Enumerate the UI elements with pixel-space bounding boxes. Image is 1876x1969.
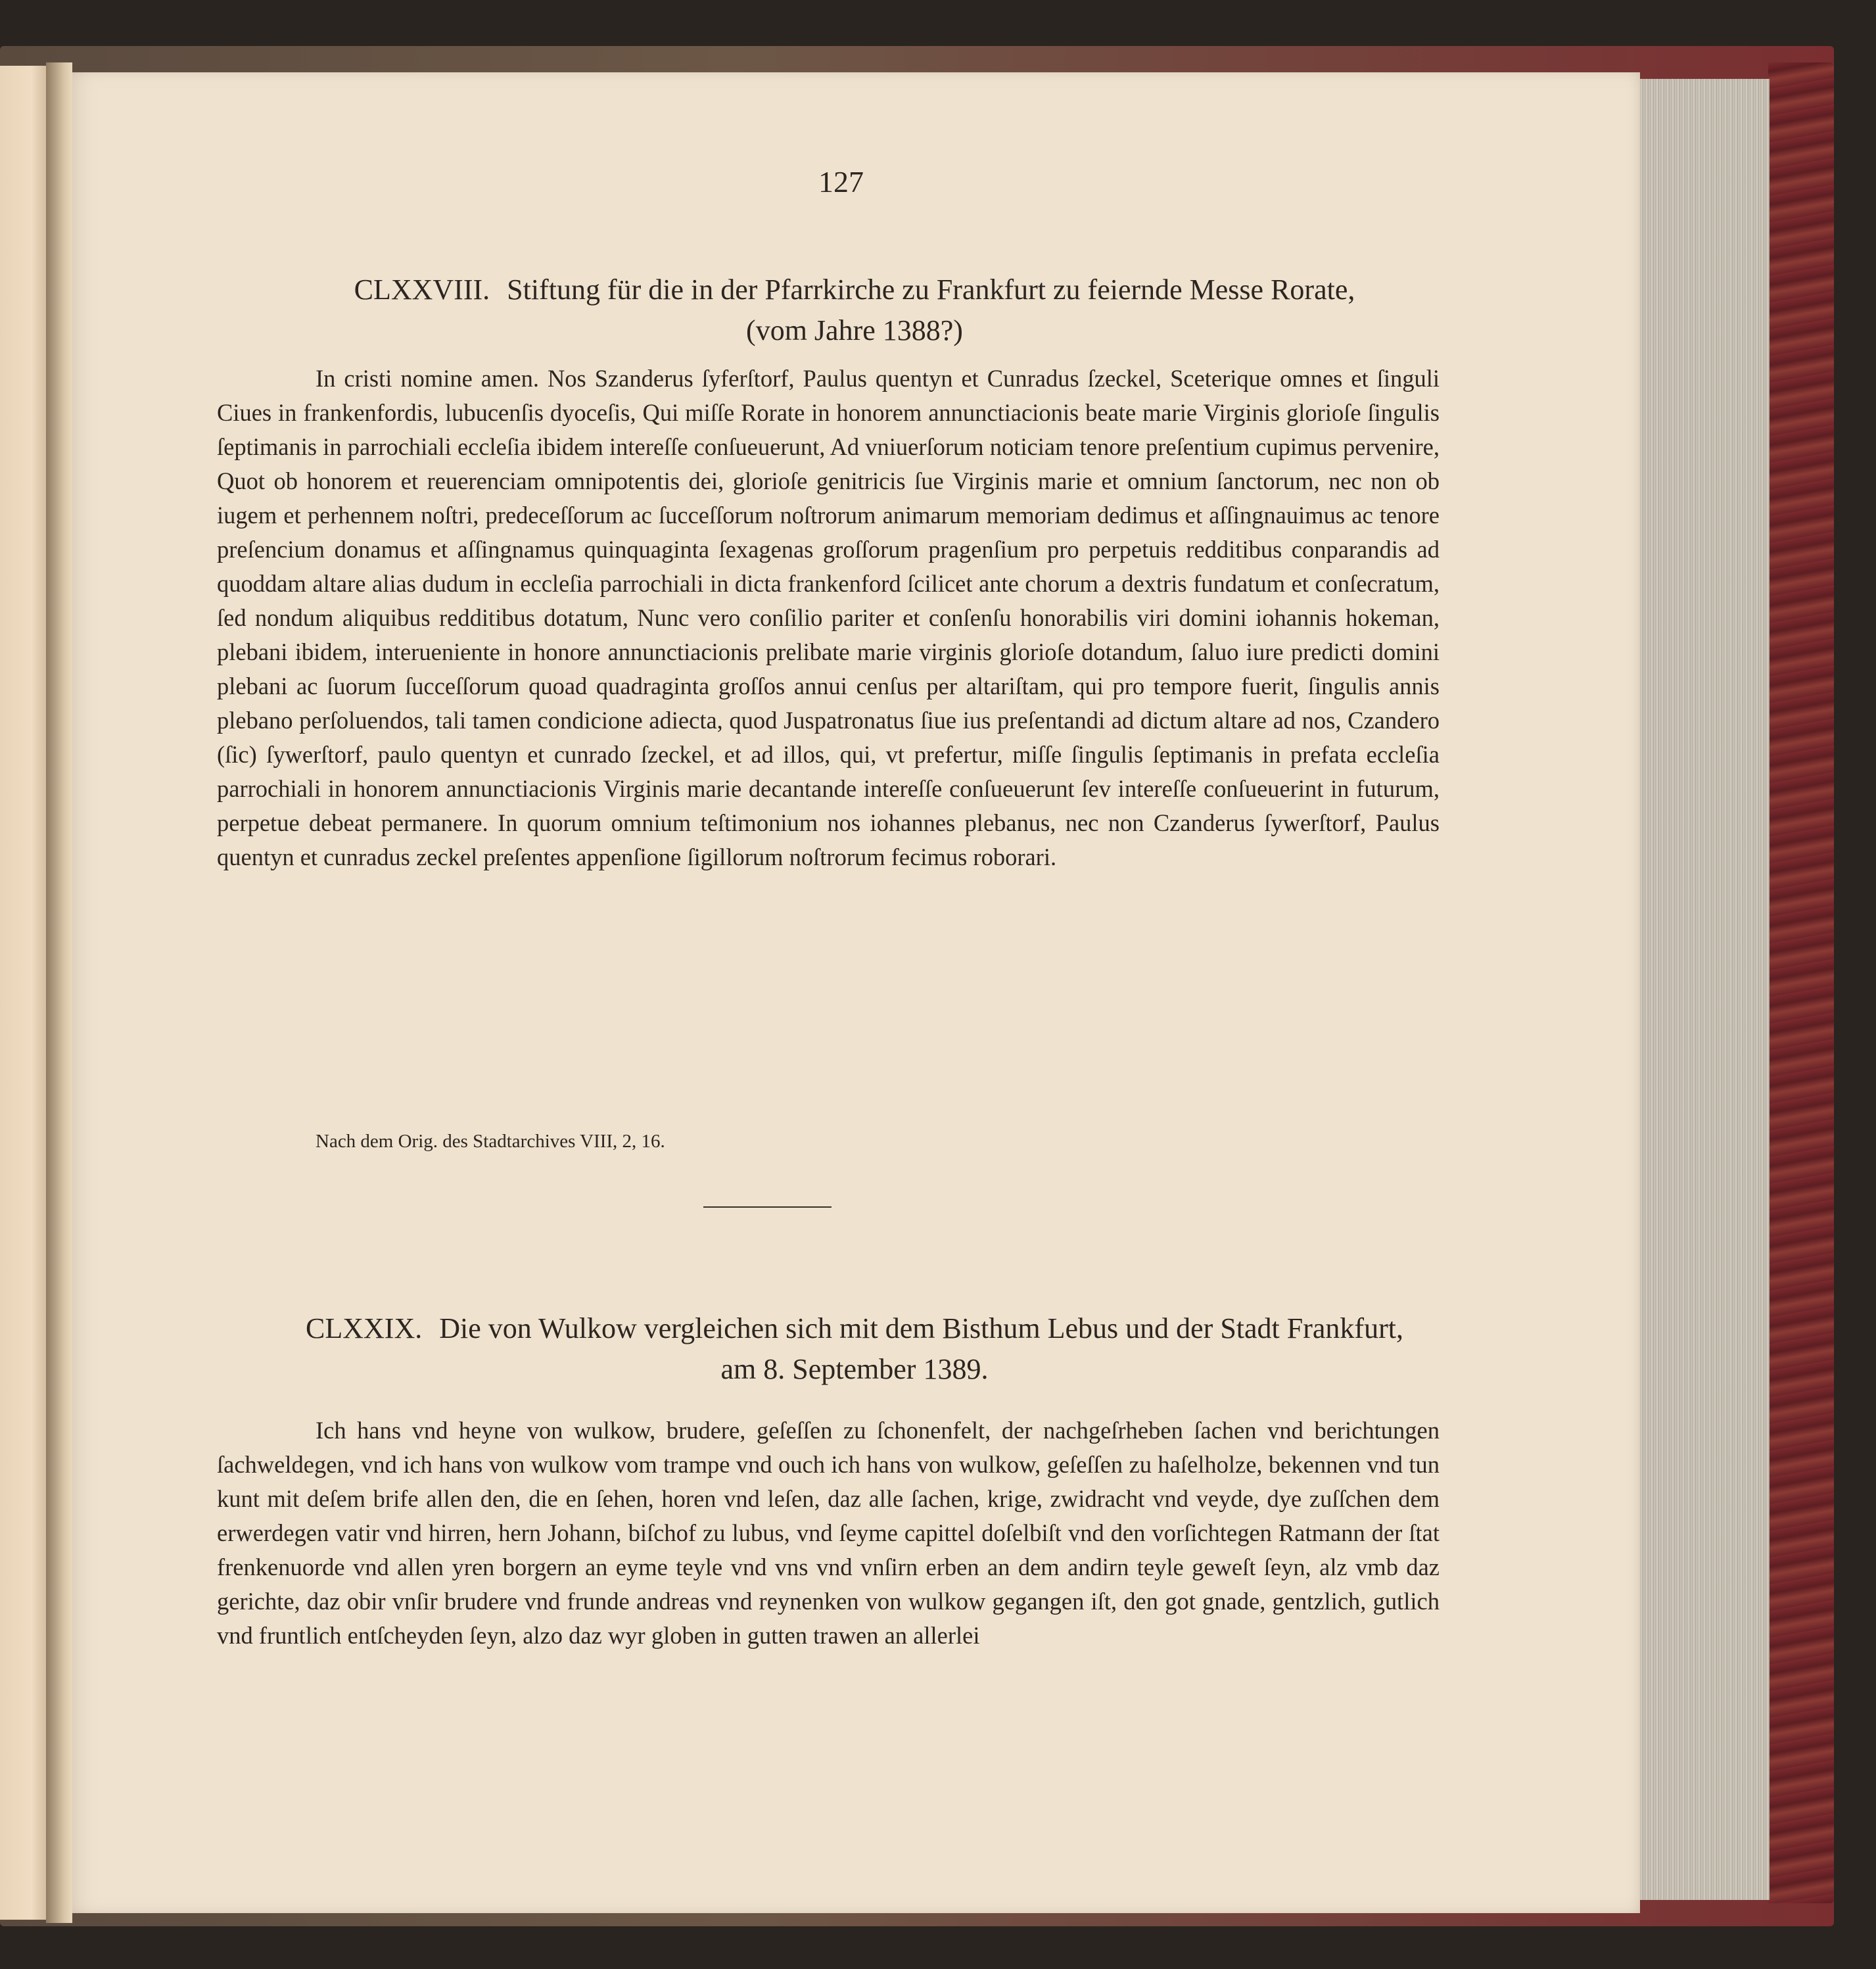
book-gutter xyxy=(46,62,72,1923)
right-page xyxy=(62,72,1640,1913)
document-heading-178 xyxy=(214,270,1495,351)
document-heading-179 xyxy=(214,1308,1495,1390)
document-title: Die von Wulkow vergleichen sich mit dem Bisthum Lebus und der Stadt Frankfurt, xyxy=(439,1312,1403,1344)
left-facing-page xyxy=(0,66,53,1920)
document-body-179 xyxy=(217,1413,1440,1653)
page-number: 127 xyxy=(818,165,864,199)
body-paragraph: In cristi nomine amen. Nos Szanderus ſyferſtorf, Paulus quentyn et Cunradus ſzeckel, Sceterique omnes et ſinguli Ciues in frankenfordis, lubucenſis dyoceſis, Qui miſſe Rorate in honorem annunctiacionis beate marie Virginis glorioſe ſingulis ſeptimanis in parrochiali eccleſia ibidem intereſſe conſueuerunt, Ad vniuerſorum noticiam tenore preſentium cupimus pervenire, Quot ob honorem et reuerenciam omnipotentis dei, glorioſe genitricis ſue Virginis marie et omnium ſanctorum, nec non ob iugem et perhennem noſtri, predeceſſorum ac ſucceſſorum noſtrorum animarum memoriam dedimus et aſſingnauimus ac tenore preſencium donamus et aſſingnamus quinquaginta ſexagenas groſſorum pragenſium pro perpetuis redditibus conparandis ad quoddam altare alias dudum in eccleſia parrochiali in dicta frankenford ſcilicet ante chorum a dextris fundatum et conſecratum, ſed nondum aliquibus redditibus dotatum, Nunc vero conſilio pariter et conſenſu honorabilis viri domini iohannis hokeman, plebani ibidem, interueniente in honore annunctiacionis prelibate marie virginis glorioſe dotandum, ſaluo iure predicti domini plebani ac ſuorum ſucceſſorum quoad quadraginta groſſos annui cenſus per altariſtam, qui pro tempore fuerit, ſingulis annis plebano perſoluendos, tali tamen condicione adiecta, quod Juspatronatus ſiue ius preſentandi ad dictum altare ad nos, Czandero (ſic) ſywerſtorf, paulo quentyn et cunrado ſzeckel, et ad illos, qui, vt prefertur, miſſe ſingulis ſeptimanis in prefata eccleſia parrochiali in honorem annunctiacionis Virginis marie decantande intereſſe conſueuerunt ſev intereſſe conſueuerint in futurum, perpetue debeat permanere. In quorum omnium teſtimonium nos iohannes plebanus, nec non Czanderus ſywerſtorf, Paulus quentyn et cunradus zeckel preſentes appenſione ſigillorum noſtrorum fecimus roborari. xyxy=(217,365,1440,870)
page-edges-stack xyxy=(1637,79,1770,1900)
marbled-cover-edge xyxy=(1768,62,1834,1903)
section-divider xyxy=(703,1206,832,1208)
heading-date: (vom Jahre 1388?) xyxy=(746,314,963,346)
document-title: Stiftung für die in der Pfarrkirche zu Frankfurt zu feiernde Messe Rorate, xyxy=(507,273,1355,306)
heading-line-1 xyxy=(214,270,1495,310)
heading-date: am 8. September 1389. xyxy=(720,1353,989,1385)
body-paragraph: Ich hans vnd heyne von wulkow, brudere, geſeſſen zu ſchonenfelt, der nachgeſrheben ſachen vnd berichtungen ſachweldegen, vnd ich hans von wulkow vom trampe vnd ouch ich hans von wulkow, geſeſſen zu haſelholze, bekennen vnd tun kunt mit deſem brife allen den, die en ſehen, horen vnd leſen, daz alle ſachen, krige, zwidracht vnd veyde, dye zuſſchen dem erwerdegen vatir vnd hirren, hern Johann, biſchof zu lubus, vnd ſeyme capittel doſelbiſt vnd den vorſichtegen Ratmann der ſtat frenkenuorde vnd allen yren borgern an eyme teyle vnd vns vnd vnſirn erben an dem andirn teyle geweſt ſeyn, alz vmb daz gerichte, daz obir vnſir brudere vnd frunde andreas vnd reynenken von wulkow gegangen iſt, den got gnade, gentzlich, gutlich vnd fruntlich entſcheyden ſeyn, alzo daz wyr globen in gutten trawen an allerlei xyxy=(217,1417,1440,1649)
document-body-178 xyxy=(217,362,1440,874)
source-note: Nach dem Orig. des Stadtarchives VIII, 2, 16. xyxy=(316,1131,665,1152)
heading-line-1 xyxy=(214,1308,1495,1349)
document-number: CLXXVIII. xyxy=(354,273,490,306)
document-number: CLXXIX. xyxy=(306,1312,423,1344)
